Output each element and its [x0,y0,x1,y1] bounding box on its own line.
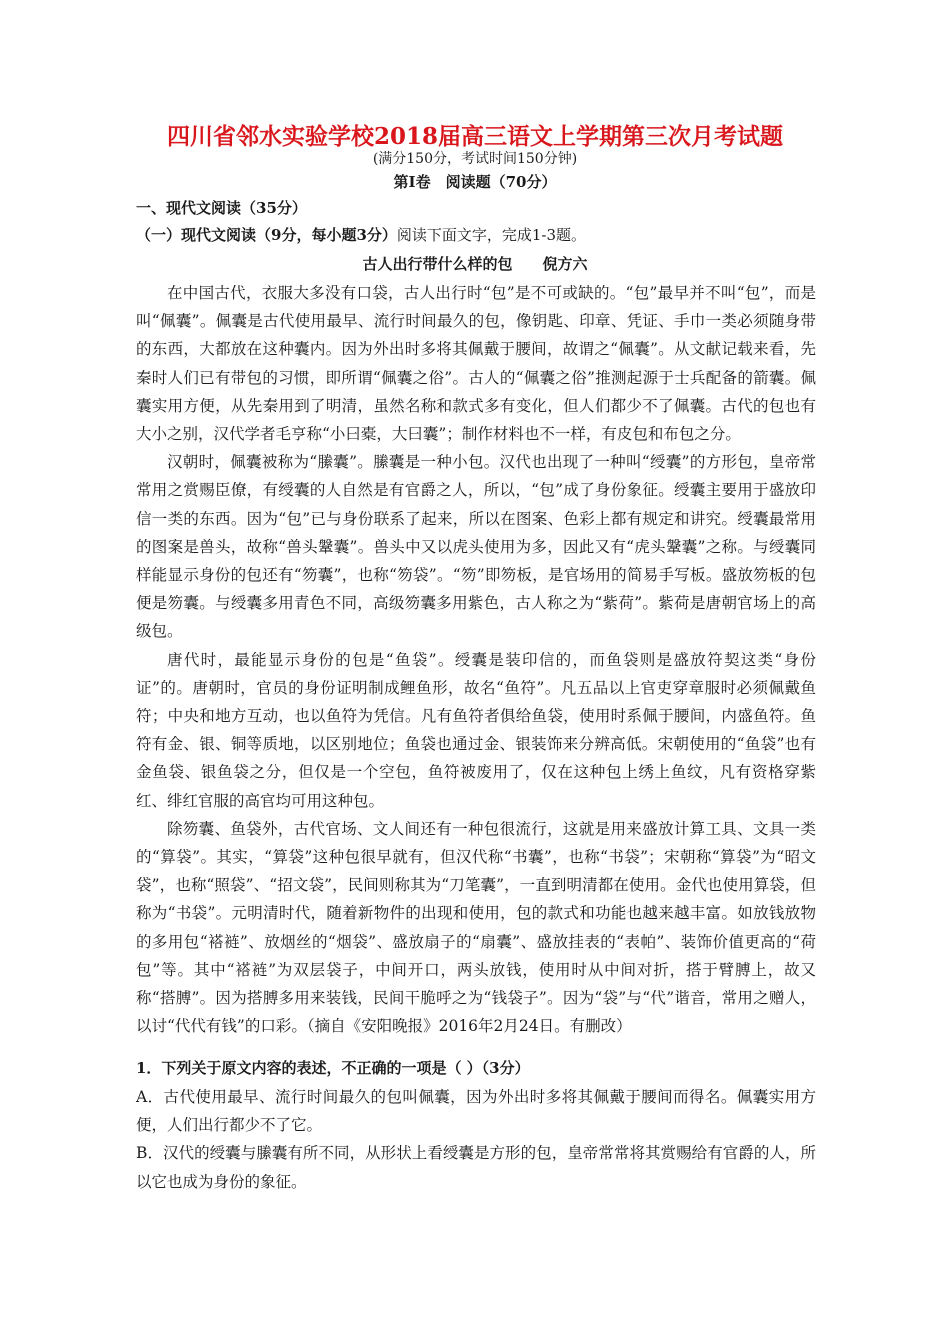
exam-title: 四川省邻水实验学校2018届高三语文上学期第三次月考试题 [166,123,783,150]
article-body [136,279,816,1040]
subsection-heading-bold: （一）现代文阅读（9分，每小题3分） [136,226,397,244]
article-paragraph: 除笏囊、鱼袋外，古代官场、文人间还有一种包很流行，这就是用来盛放计算工具、文具一类的“算袋”。其实，“算袋”这种包很早就有，但汉代称“书囊”，也称“书袋”；宋朝称“算袋”为“昭文袋”，也称“照袋”、“招文袋”，民间则称其为“刀笔囊”，一直到明清都在使用。金代也使用算袋，但称为“书袋”。元明清时代，随着新物件的出现和使用，包的款式和功能也越来越丰富。如放钱放物的多用包“褡裢”、放烟丝的“烟袋”、盛放扇子的“扇囊”、盛放挂表的“表帕”、装饰价值更高的“荷包”等。其中“褡裢”为双层袋子，中间开口，两头放钱，使用时从中间对折，搭于臂膊上，故又称“搭膊”。因为搭膊多用来装钱，民间干脆呼之为“钱袋子”。因为“袋”与“代”谐音，常用之赠人，以讨“代代有钱”的口彩。（摘自《安阳晚报》2016年2月24日。有删改） [136,819,816,1036]
article-paragraph: 汉朝时，佩囊被称为“縢囊”。縢囊是一种小包。汉代也出现了一种叫“绶囊”的方形包，皇帝常常用之赏赐臣僚，有绶囊的人自然是有官爵之人，所以，“包”成了身份象征。绶囊主要用于盛放印信一类的东西。因为“包”已与身份联系了起来，所以在图案、色彩上都有规定和讲究。绶囊最常用的图案是兽头，故称“兽头鞶囊”。兽头中又以虎头使用为多，因此又有“虎头鞶囊”之称。与绶囊同样能显示身份的包还有“笏囊”，也称“笏袋”。“笏”即笏板，是官场用的简易手写板。盛放笏板的包便是笏囊。与绶囊多用青色不同，高级笏囊多用紫色，古人称之为“紫荷”。紫荷是唐朝官场上的高级包。 [136,453,816,641]
article-paragraph: 在中国古代，衣服大多没有口袋，古人出行时“包”是不可或缺的。“包”最早并不叫“包”，而是叫“佩囊”。佩囊是古代使用最早、流行时间最久的包，像钥匙、印章、凭证、手巾一类必须随身带的东西，大都放在这种囊内。因为外出时多将其佩戴于腰间，故谓之“佩囊”。从文献记载来看，先秦时人们已有带包的习惯，即所谓“佩囊之俗”。古人的“佩囊之俗”推测起源于士兵配备的箭囊。佩囊实用方便，从先秦用到了明清，虽然名称和款式多有变化，但人们都少不了佩囊。古代的包也有大小之别，汉代学者毛亨称“小曰橐，大曰囊”；制作材料也不一样，有皮包和布包之分。 [136,284,816,444]
question-options [136,1083,816,1196]
exam-subtitle: (满分150分，考试时间150分钟) [372,151,578,167]
article-title: 古人出行带什么样的包 倪方六 [362,255,588,273]
volume-heading: 第Ⅰ卷 阅读题（70分） [393,173,557,191]
subsection-instruction: 阅读下面文字，完成1-3题。 [396,226,587,244]
option-b: B．汉代的绶囊与縢囊有所不同，从形状上看绶囊是方形的包，皇帝常常将其赏赐给有官爵的人，所以它也成为身份的象征。 [136,1144,816,1191]
question-stem: 1．下列关于原文内容的表述，不正确的一项是（ ）（3分） [136,1059,530,1077]
option-a: A．古代使用最早、流行时间最久的包叫佩囊，因为外出时多将其佩戴于腰间而得名。佩囊实用方便，人们出行都少不了它。 [136,1088,816,1135]
article-paragraph: 唐代时，最能显示身份的包是“鱼袋”。绶囊是装印信的，而鱼袋则是盛放符契这类“身份证”的。唐朝时，官员的身份证明制成鲤鱼形，故名“鱼符”。凡五品以上官吏穿章服时必须佩戴鱼符；中央和地方互动，也以鱼符为凭信。凡有鱼符者俱给鱼袋，使用时系佩于腰间，内盛鱼符。鱼符有金、银、铜等质地，以区别地位；鱼袋也通过金、银装饰来分辨高低。宋朝使用的“鱼袋”也有金鱼袋、银鱼袋之分，但仅是一个空包，鱼符被废用了，仅在这种包上绣上鱼纹，凡有资格穿紫红、绯红官服的高官均可用这种包。 [136,650,816,810]
subsection-heading [136,225,816,245]
section-heading: 一、现代文阅读（35分） [136,199,307,217]
